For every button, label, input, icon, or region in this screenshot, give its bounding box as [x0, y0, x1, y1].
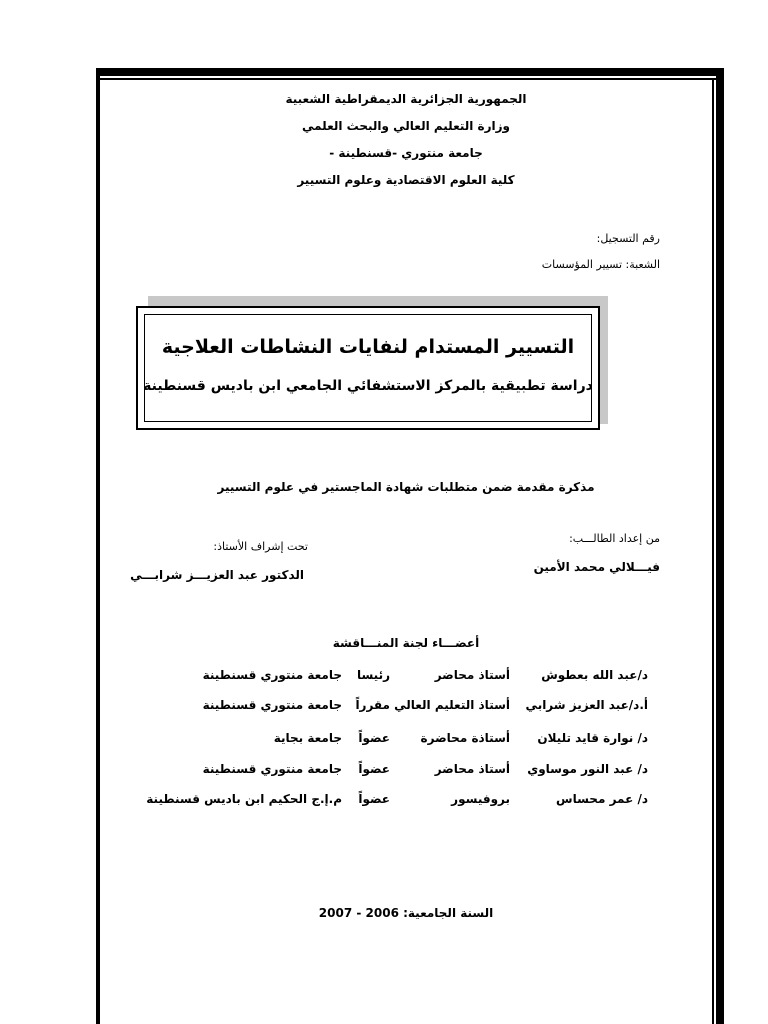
student-name: فيـــلالي محمد الأمين	[533, 560, 660, 574]
thesis-subtitle: دراسة تطبيقية بالمركز الاستشفائي الجامعي ابن باديس قسنطينة	[143, 378, 593, 394]
member-institution: جامعة منتوري قسنطينة	[202, 668, 342, 682]
member-role: مقرراً	[355, 698, 390, 712]
student-label: من إعداد الطالـــب:	[569, 532, 660, 545]
frame-top-border	[96, 68, 724, 76]
committee-title: أعضـــاء لجنة المنـــاقشة	[332, 636, 480, 650]
member-name: أ.د/عبد العزيز شرابي	[525, 698, 648, 712]
committee-row	[0, 762, 768, 782]
member-rank: أستاذ محاضر	[434, 762, 510, 776]
member-institution: م.إ.ج الحكيم ابن باديس قسنطينة	[146, 792, 342, 806]
supervisor-name: الدكتور عبد العزيـــز شرابـــي	[130, 568, 304, 582]
title-box-inner-border	[144, 314, 592, 422]
member-role: عضواً	[358, 731, 390, 745]
frame-right-border-thin	[712, 78, 714, 1024]
header-university: جامعة منتوري -قسنطينة -	[329, 146, 483, 160]
member-role: عضواً	[358, 762, 390, 776]
frame-top-border-thin	[96, 78, 720, 80]
committee-row	[0, 731, 768, 751]
memo-statement: مذكرة مقدمة ضمن متطلبات شهادة الماجستير في علوم التسيير	[217, 480, 595, 494]
member-rank: أستاذ محاضر	[434, 668, 510, 682]
title-box	[136, 306, 600, 430]
committee-row	[0, 792, 768, 812]
thesis-title: التسيير المستدام لنفايات النشاطات العلاجية	[161, 336, 575, 358]
member-name: د/ عبد النور موساوي	[527, 762, 648, 776]
member-role: رئيسا	[356, 668, 390, 682]
frame-left-border	[96, 68, 100, 1024]
frame-right-border	[716, 68, 724, 1024]
member-rank: أستاذ التعليم العالي	[394, 698, 510, 712]
member-name: د/عبد الله بعطوش	[541, 668, 648, 682]
header-faculty: كلية العلوم الاقتصادية وعلوم التسيير	[297, 173, 515, 187]
member-institution: جامعة منتوري قسنطينة	[202, 762, 342, 776]
header-ministry: وزارة التعليم العالي والبحث العلمي	[301, 119, 511, 133]
member-name: د/ نوارة قايد تليلان	[537, 731, 648, 745]
academic-year: السنة الجامعية: 2006 - 2007	[318, 906, 494, 920]
member-institution: جامعة بجاية	[273, 731, 342, 745]
member-institution: جامعة منتوري قسنطينة	[202, 698, 342, 712]
member-role: عضواً	[358, 792, 390, 806]
member-name: د/ عمر محساس	[556, 792, 648, 806]
header-republic: الجمهورية الجزائرية الديمقراطية الشعبية	[285, 92, 527, 106]
committee-row	[0, 698, 768, 718]
member-rank: بروفيسور	[451, 792, 510, 806]
supervisor-label: تحت إشراف الأستاذ:	[213, 540, 308, 553]
member-rank: أستاذة محاضرة	[420, 731, 510, 745]
branch-label: الشعبة: تسيير المؤسسات	[541, 258, 660, 271]
registration-label: رقم التسجيل:	[596, 232, 660, 245]
committee-row	[0, 668, 768, 688]
